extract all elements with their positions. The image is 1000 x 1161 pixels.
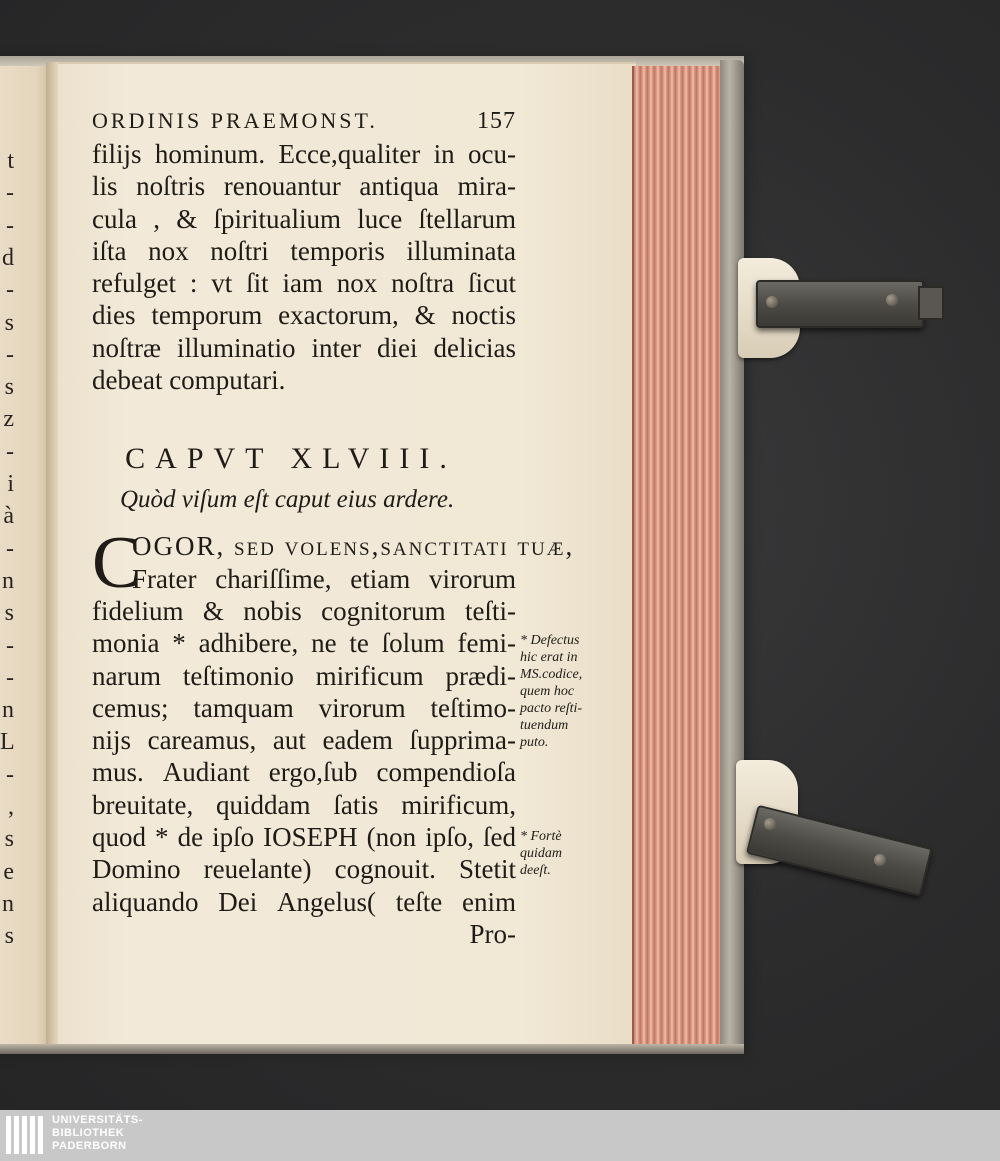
library-footer [0,1110,1000,1161]
left-page-fragment: - [6,180,14,207]
left-page-fragment: - [6,632,14,659]
left-page-fragment: s [4,309,14,336]
left-page-fragment: i [7,471,14,497]
left-page-fragment: - [6,761,14,788]
left-page-fragment: d [2,244,14,271]
paragraph-line: monia * adhibere, ne te ſolum femi- [92,628,516,659]
margin-note-line: MS.codice, [520,667,583,682]
margin-note-2 [520,828,606,879]
paragraph-line: mus. Audiant ergo,ſub compendioſa [92,757,516,788]
left-page-fragment: n [2,567,14,594]
bottom-clasp [736,760,946,910]
rivet-icon [766,296,778,308]
running-head [92,108,516,138]
drop-cap: C [92,522,142,605]
paragraph-line: iſta nox noſtri temporis illuminata [92,235,516,266]
left-page-fragment: s [4,826,14,853]
left-page-fragment: s [4,923,14,950]
left-page [0,66,52,1044]
left-page-fragment: - [6,438,14,465]
left-page-fragment: e [3,858,14,885]
left-page-fragment: n [2,697,14,724]
paragraph-line: noſtræ illuminatio inter diei delicias [92,332,516,363]
page-fore-edge [632,66,730,1046]
page-number: 157 [477,108,516,134]
rivet-icon [874,854,886,866]
left-page-fragment: - [6,341,14,368]
margin-note-line: hic erat in [520,650,578,665]
left-page-fragment: z [3,406,14,433]
library-name-line: PADERBORN [52,1140,127,1152]
library-name [52,1114,143,1153]
paragraph-line: refulget : vt ſit iam nox noſtra ſicut [92,268,516,299]
left-page-fragment: - [6,212,14,239]
margin-note-line: quem hoc [520,684,575,699]
left-page-fragment: t [7,148,14,174]
left-page-fragment: - [6,664,14,691]
paragraph-line: dies temporum exactorum, & noctis [92,300,516,331]
left-page-fragment: L [0,729,15,756]
library-logo-icon [6,1116,46,1154]
left-page-fragment: s [4,374,14,401]
left-page-fragment: - [6,535,14,562]
chapter-subtitle: Quòd viſum eſt caput eius ardere. [120,486,455,514]
margin-note-line: * Fortè [520,829,562,844]
paragraph-line: cula , & ſpiritualium luce ſtellarum [92,203,516,234]
paragraph-line: breuitate, quiddam ſatis mirificum, [92,789,516,820]
left-page-fragment: s [4,600,14,627]
left-page-fragment: à [3,503,14,530]
paragraph-line: filijs hominum. Ecce,qualiter in ocu- [92,139,516,169]
book-bottom-edge [0,1044,744,1054]
chapter-heading: CAPVT XLVIII. [125,442,457,476]
paragraph-line: aliquando Dei Angelus( teſte enim [92,886,516,917]
library-name-line: BIBLIOTHEK [52,1127,125,1139]
margin-note-1 [520,632,606,751]
paragraph-line: fidelium & nobis cognitorum teſti- [92,595,516,626]
paragraph-line: Frater chariſſime, etiam virorum [132,563,516,594]
top-clasp [738,258,948,358]
margin-note-line: tuendum [520,718,569,733]
margin-note-line: puto. [520,735,549,750]
paragraph-line: OGOR, ſed volens,ſanctitati tuæ, [132,531,575,562]
paragraph-line: Domino reuelante) cognouit. Stetit [92,854,516,885]
left-page-fragment: , [8,794,14,820]
left-page-fragment: n [2,890,14,917]
paragraph-line: cemus; tamquam virorum teſtimo- [92,692,516,723]
paragraph-line: debeat computari. [92,365,286,396]
paragraph-line: lis noſtris renouantur antiqua mira- [92,171,516,202]
paragraph-1 [92,138,516,396]
library-name-line: UNIVERSITÄTS- [52,1114,143,1126]
clasp-metal-strap [756,280,924,328]
catchword: Pro- [469,918,516,949]
paragraph-line: nijs careamus, aut eadem ſupprima- [92,725,516,756]
clasp-hook [918,286,944,320]
margin-note-line: pacto reſti- [520,701,583,716]
paragraph-line: quod * de ipſo IOSEPH (non ipſo, ſed [92,822,516,853]
margin-note-line: deeſt. [520,863,551,878]
rivet-icon [886,294,898,306]
margin-note-line: * Defectus [520,633,580,648]
margin-note-line: quidam [520,846,562,861]
paragraph-line: narum teſtimonio mirificum prædi- [92,660,516,691]
running-head-title: ORDINIS PRAEMONST. [92,108,378,133]
rivet-icon [764,818,776,830]
left-page-fragment: - [6,277,14,304]
